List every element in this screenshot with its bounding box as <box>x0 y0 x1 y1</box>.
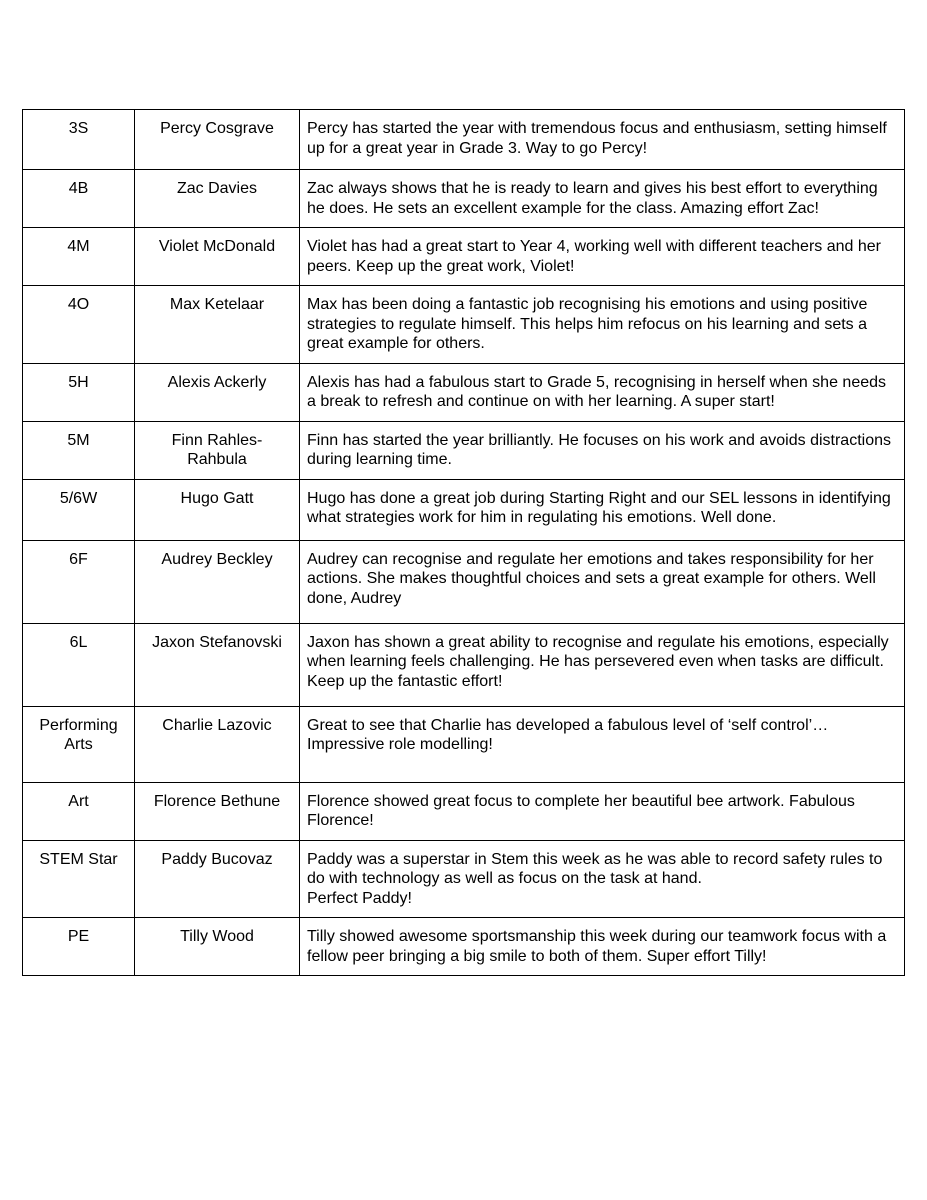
comment-cell: Audrey can recognise and regulate her emotions and takes responsibility for her actions. She makes thoughtful choices and sets a great example for others. Well done, Audrey <box>300 540 905 623</box>
comment-cell: Percy has started the year with tremendous focus and enthusiasm, setting himself up for a great year in Grade 3. Way to go Percy! <box>300 110 905 170</box>
comment-cell: Florence showed great focus to complete her beautiful bee artwork. Fabulous Florence! <box>300 782 905 840</box>
table-row <box>23 918 905 976</box>
class-cell: STEM Star <box>23 840 135 918</box>
awards-table-body <box>23 110 905 976</box>
comment-cell: Great to see that Charlie has developed a fabulous level of ‘self control’… Impressive role modelling! <box>300 706 905 782</box>
table-row <box>23 479 905 540</box>
student-name-cell: Audrey Beckley <box>135 540 300 623</box>
table-row <box>23 286 905 364</box>
class-cell: 5/6W <box>23 479 135 540</box>
comment-cell: Jaxon has shown a great ability to recognise and regulate his emotions, especially when learning feels challenging. He has persevered even when tasks are difficult. Keep up the fantastic effort! <box>300 623 905 706</box>
student-name-cell: Percy Cosgrave <box>135 110 300 170</box>
comment-cell: Finn has started the year brilliantly. He focuses on his work and avoids distractions during learning time. <box>300 421 905 479</box>
student-name-cell: Hugo Gatt <box>135 479 300 540</box>
class-cell: 4M <box>23 228 135 286</box>
awards-table <box>22 109 905 976</box>
student-name-cell: Tilly Wood <box>135 918 300 976</box>
student-name-cell: Charlie Lazovic <box>135 706 300 782</box>
student-name-cell: Paddy Bucovaz <box>135 840 300 918</box>
table-row <box>23 421 905 479</box>
student-name-cell: Finn Rahles-Rahbula <box>135 421 300 479</box>
table-row <box>23 110 905 170</box>
table-row <box>23 623 905 706</box>
student-name-cell: Max Ketelaar <box>135 286 300 364</box>
table-row <box>23 363 905 421</box>
student-name-cell: Jaxon Stefanovski <box>135 623 300 706</box>
table-row <box>23 706 905 782</box>
class-cell: Art <box>23 782 135 840</box>
comment-cell: Alexis has had a fabulous start to Grade 5, recognising in herself when she needs a break to refresh and continue on with her learning. A super start! <box>300 363 905 421</box>
table-row <box>23 782 905 840</box>
student-name-cell: Violet McDonald <box>135 228 300 286</box>
comment-cell: Zac always shows that he is ready to learn and gives his best effort to everything he does. He sets an excellent example for the class. Amazing effort Zac! <box>300 170 905 228</box>
comment-cell: Max has been doing a fantastic job recognising his emotions and using positive strategies to regulate himself. This helps him refocus on his learning and sets a great example for others. <box>300 286 905 364</box>
table-row <box>23 540 905 623</box>
class-cell: 4O <box>23 286 135 364</box>
class-cell: 6L <box>23 623 135 706</box>
comment-cell: Paddy was a superstar in Stem this week as he was able to record safety rules to do with technology as well as focus on the task at hand. Perfect Paddy! <box>300 840 905 918</box>
class-cell: 3S <box>23 110 135 170</box>
class-cell: 4B <box>23 170 135 228</box>
table-row <box>23 170 905 228</box>
comment-cell: Violet has had a great start to Year 4, working well with different teachers and her peers. Keep up the great work, Violet! <box>300 228 905 286</box>
class-cell: Performing Arts <box>23 706 135 782</box>
student-name-cell: Florence Bethune <box>135 782 300 840</box>
comment-cell: Tilly showed awesome sportsmanship this week during our teamwork focus with a fellow peer bringing a big smile to both of them. Super effort Tilly! <box>300 918 905 976</box>
comment-cell: Hugo has done a great job during Starting Right and our SEL lessons in identifying what strategies work for him in regulating his emotions. Well done. <box>300 479 905 540</box>
class-cell: 5M <box>23 421 135 479</box>
class-cell: 5H <box>23 363 135 421</box>
student-name-cell: Zac Davies <box>135 170 300 228</box>
class-cell: PE <box>23 918 135 976</box>
table-row <box>23 840 905 918</box>
table-row <box>23 228 905 286</box>
student-name-cell: Alexis Ackerly <box>135 363 300 421</box>
class-cell: 6F <box>23 540 135 623</box>
